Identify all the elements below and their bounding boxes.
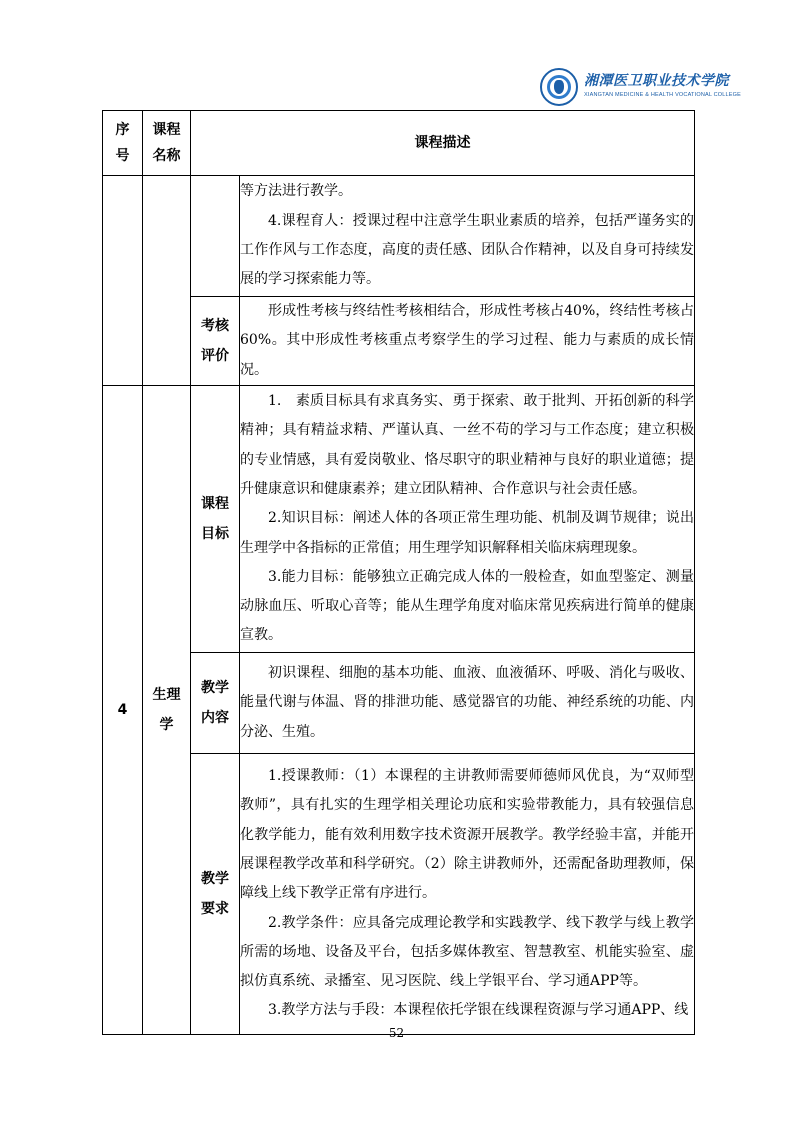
goal-text: 1. 素质目标具有求真务实、勇于探索、敢于批判、开拓创新的科学精神；具有精益求精、严谨认真、一丝不苟的学习与工作态度；建立积极的专业情感，具有爱岗敬业、恪尽职守的职业精神与良好的职业道德；提升健康意识和健康素养；建立团队精神、合作意识与社会责任感。 2.知识目标：阐述人体的各项正常生理功能、机制及调节规律；说出生理学中各指标的正常值；用生理学知识解释相关临床病理现象。 3.能力目标：能够独立正确完成人体的一般检查，如血型鉴定、测量动脉血压、听取心音等；能从生理学角度对临床常见疾病进行简单的健康宣教。 xyxy=(240,385,695,652)
goal-label: 课程 目标 xyxy=(191,385,240,652)
continued-description: 等方法进行教学。 4.课程育人：授课过程中注意学生职业素质的培养，包括严谨务实的工作作风与工作态度，高度的责任感、团队合作精神，以及自身可持续发展的学习探索能力等。 xyxy=(240,176,695,297)
course-name: 生理 学 xyxy=(143,385,191,1034)
requirement-label: 教学 要求 xyxy=(191,753,240,1034)
logo-cn-name: 湘潭医卫职业技术学院 xyxy=(584,73,729,89)
college-logo xyxy=(540,68,742,108)
course-table xyxy=(102,110,695,1035)
college-emblem-icon xyxy=(540,68,578,106)
table-header-row xyxy=(103,111,695,176)
page-number: 52 xyxy=(388,1026,405,1040)
table-row xyxy=(103,753,695,1034)
table-row xyxy=(103,652,695,753)
table-row xyxy=(103,297,695,386)
col-header-name: 课程 名称 xyxy=(143,111,191,176)
content-label: 教学 内容 xyxy=(191,652,240,753)
logo-en-name: XIANGTAN MEDICINE & HEALTH VOCATIONAL COLLEGE xyxy=(584,92,742,98)
col-header-seq: 序 号 xyxy=(103,111,143,176)
table-row xyxy=(103,176,695,297)
row-number: 4 xyxy=(103,385,143,1034)
assess-text: 形成性考核与终结性考核相结合，形成性考核占40%，终结性考核占60%。其中形成性考核重点考察学生的学习过程、能力与素质的成长情况。 xyxy=(240,297,695,386)
table-row xyxy=(103,385,695,652)
assess-label: 考核 评价 xyxy=(191,297,240,386)
col-header-desc: 课程描述 xyxy=(191,111,695,176)
content-text: 初识课程、细胞的基本功能、血液、血液循环、呼吸、消化与吸收、能量代谢与体温、肾的排泄功能、感觉器官的功能、神经系统的功能、内分泌、生殖。 xyxy=(240,652,695,753)
requirement-text: 1.授课教师：（1）本课程的主讲教师需要师德师风优良，为“双师型教师”，具有扎实的生理学相关理论功底和实验带教能力，具有较强信息化教学能力，能有效利用数字技术资源开展教学。教学经验丰富，并能开展课程教学改革和科学研究。（2）除主讲教师外，还需配备助理教师，保障线上线下教学正常有序进行。 2.教学条件：应具备完成理论教学和实践教学、线下教学与线上教学所需的场地、设备及平台，包括多媒体教室、智慧教室、机能实验室、虚拟仿真系统、录播室、见习医院、线上学银平台、学习通APP等。 3.教学方法与手段：本课程依托学银在线课程资源与学习通APP、线 xyxy=(240,753,695,1034)
